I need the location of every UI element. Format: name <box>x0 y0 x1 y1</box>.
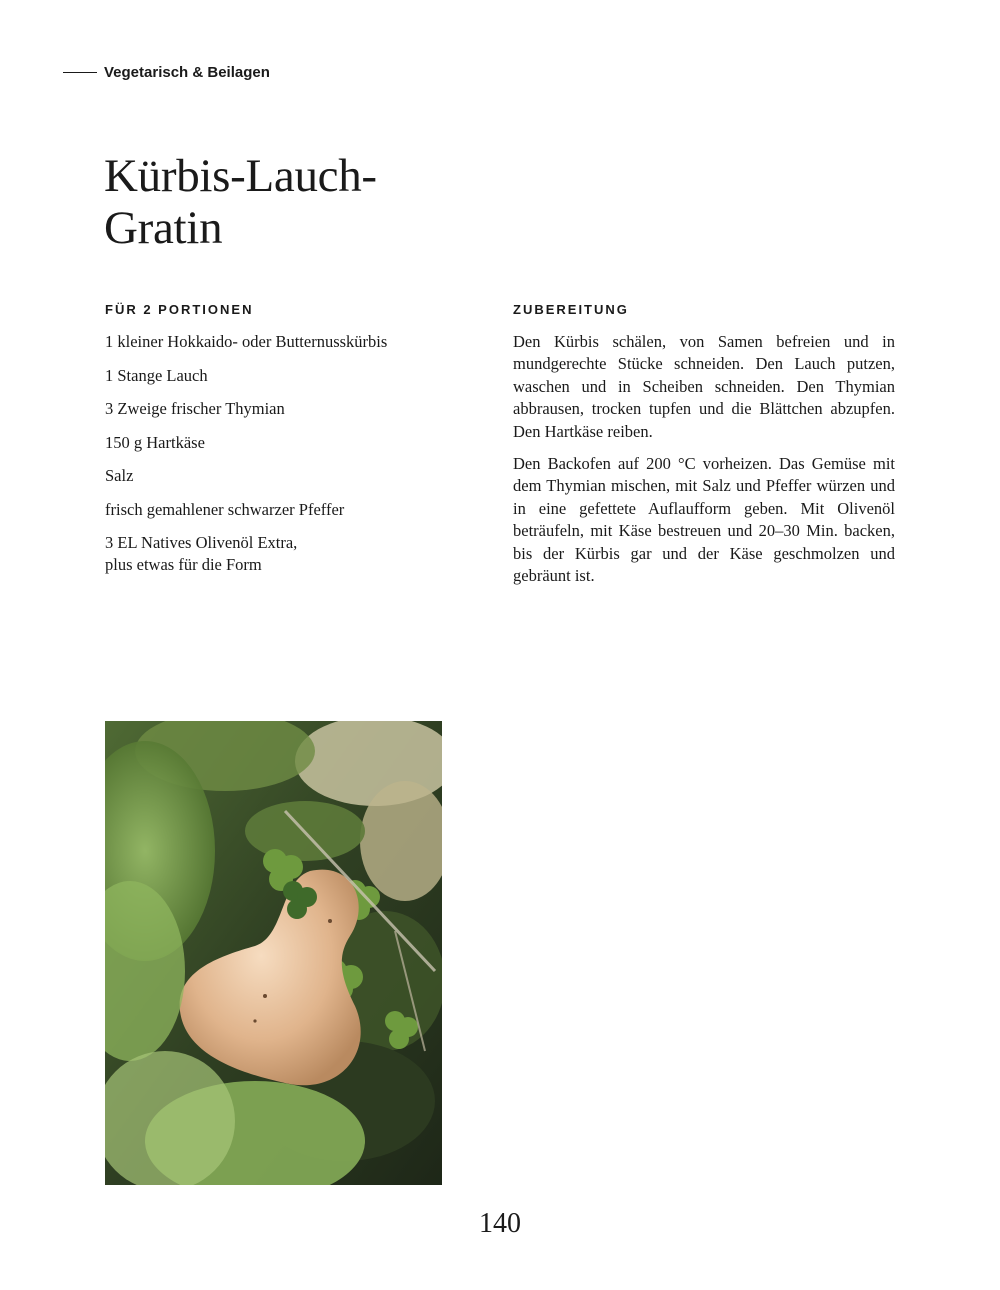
recipe-title-line-2: Gratin <box>104 202 223 254</box>
ingredient-item: 1 Stange Lauch <box>105 365 208 385</box>
recipe-title-line-1: Kürbis-Lauch- <box>104 150 377 202</box>
ingredients-column <box>105 302 465 588</box>
section-rule <box>63 72 97 73</box>
ingredient-item: 150 g Hartkäse <box>105 432 205 452</box>
ingredients-heading: FÜR 2 PORTIONEN <box>105 302 254 317</box>
ingredient-item: 3 EL Natives Olivenöl Extra, plus etwas für die Form <box>105 533 298 574</box>
preparation-paragraph-1: Den Kürbis schälen, von Samen befreien und in mundgerechte Stücke schneiden. Den Lauch putzen, waschen und in Scheiben schneiden. Den Thymian abbrausen, trocken tupfen und die Blättchen abzupfen. Den Hartkäse reiben. <box>513 332 895 441</box>
recipe-photo <box>105 721 442 1185</box>
ingredient-item: frisch gemahlener schwarzer Pfeffer <box>105 499 345 519</box>
ingredient-item: 1 kleiner Hokkaido- oder Butternusskürbis <box>105 332 388 351</box>
page-number: 140 <box>479 1208 521 1239</box>
ingredient-item: Salz <box>105 466 134 485</box>
section-header <box>63 64 270 81</box>
butternut-squash-photo <box>105 721 442 1185</box>
recipe-title <box>104 150 377 254</box>
ingredient-item: 3 Zweige frischer Thymian <box>105 399 285 418</box>
preparation-paragraph-2: Den Backofen auf 200 °C vorheizen. Das Gemüse mit dem Thymian mischen, mit Salz und Pfeffer würzen und in eine gefettete Auflaufform geben. Mit Olivenöl beträufeln, mit Käse bestreuen und 20–30 Min. backen, bis der Kürbis gar und der Käse geschmolzen und gebräunt ist. <box>513 454 895 586</box>
preparation-heading: ZUBEREITUNG <box>513 302 629 317</box>
ingredient-list <box>105 331 465 576</box>
section-label: Vegetarisch & Beilagen <box>104 64 270 81</box>
preparation-column <box>513 302 895 597</box>
